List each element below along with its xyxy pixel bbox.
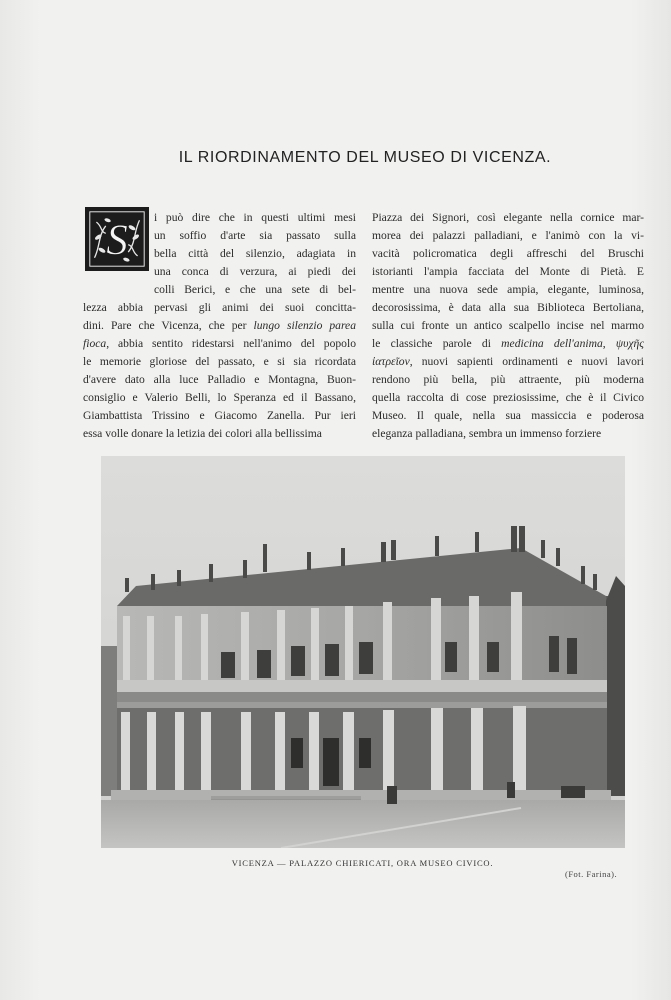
text-line: essa volle donare la letizia dei colori alla bellissima xyxy=(83,427,322,440)
text-line: eleganza palladiana, sembra un immenso forziere xyxy=(372,427,602,440)
page-title: IL RIORDINAMENTO DEL MUSEO DI VICENZA. xyxy=(178,149,552,166)
text-line: dini. Pare che Vicenza, che per lungo silenzio parea xyxy=(83,319,356,332)
text-line: le memorie gloriose del passato, e si sia ricordata xyxy=(83,355,356,368)
text-line: consiglio e Valerio Belli, lo Speranza ed il Bassano, xyxy=(83,391,356,404)
text-line: sulla cui fronte un antico scalpello incise nel marmo xyxy=(372,319,644,332)
text-column-right xyxy=(372,209,644,443)
text-line: morea dei palazzi palladiani, e l'animò con la vi- xyxy=(372,229,644,242)
initial-letter: S xyxy=(106,217,128,264)
text-line: una conca di verzura, ai piedi dei xyxy=(154,265,356,278)
text-line: fioca, abbia sentito ridestarsi nell'animo del popolo xyxy=(83,337,356,350)
text-line: Piazza dei Signori, così elegante nella cornice mar- xyxy=(372,211,644,224)
text-line: d'avere dato alla luce Palladio e Montagna, Buon- xyxy=(83,373,356,386)
building-photo xyxy=(101,456,625,848)
text-line: un soffio d'arte sia passato sulla xyxy=(154,229,356,242)
text-line: Giambattista Trissino e Giacomo Zanella. Pur ieri xyxy=(83,409,356,422)
text-line: i può dire che in questi ultimi mesi xyxy=(154,211,356,224)
photo-caption: VICENZA — PALAZZO CHIERICATI, ORA MUSEO CIVICO. xyxy=(231,858,494,868)
text-line: bella città del silenzio, adagiata in xyxy=(154,247,356,260)
text-line: lezza abbia pervasi gli animi dei suoi concitta- xyxy=(83,301,356,314)
text-line: quella raccolta di cose preziosissime, che è il Civico xyxy=(372,391,644,404)
text-line: colli Berici, e che una sete di bel- xyxy=(154,283,356,296)
text-line: vacità policromatica degli affreschi del Bruschi xyxy=(372,247,644,260)
text-column-left xyxy=(83,209,356,443)
photo-credit: (Fot. Farina). xyxy=(565,869,618,879)
text-line: rendono più bella, più attraente, più moderna xyxy=(372,373,644,386)
text-line: Museo. Il quale, nella sua massiccia e poderosa xyxy=(372,409,644,422)
text-line: mentre una nuova sede ampia, elegante, luminosa, xyxy=(372,283,644,296)
text-line: le classiche parole di medicina dell'anima, ψυχῆς xyxy=(372,337,644,350)
text-line: ἰατρεῖον, nuovi sapienti ordinamenti e nuovi lavori xyxy=(372,355,644,368)
text-line: decorosissima, è data alla sua Biblioteca Bertoliana, xyxy=(372,301,644,314)
palazzo-image xyxy=(101,456,625,848)
text-line: istorianti l'ampia facciata del Monte di Pietà. E xyxy=(372,265,644,278)
